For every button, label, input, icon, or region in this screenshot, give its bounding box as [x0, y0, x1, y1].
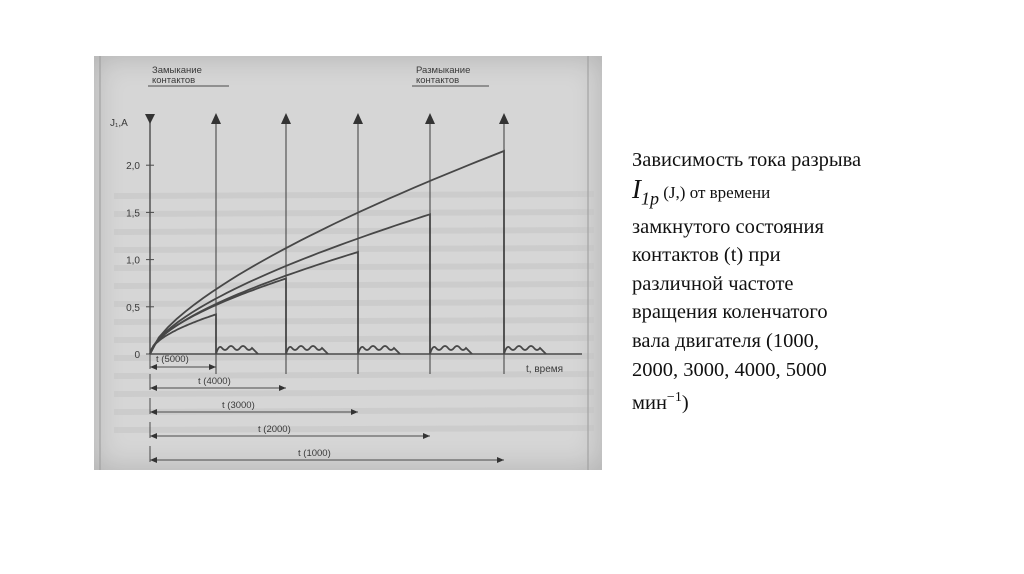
scan-texture-line: [114, 248, 594, 250]
caption-line-2: [632, 175, 892, 213]
x-axis-label: t, время: [526, 364, 564, 375]
scan-texture-line: [114, 230, 594, 232]
duration-arrow: [497, 457, 504, 463]
scan-texture-line: [114, 338, 594, 340]
ignition-arrowhead: [353, 113, 363, 124]
current-symbol: $I_{1p}$: [632, 173, 659, 208]
duration-label: t (4000): [198, 376, 231, 387]
y-axis-arrow: [145, 114, 155, 124]
duration-arrow: [150, 433, 157, 439]
duration-arrow: [209, 364, 216, 370]
scan-texture-line: [114, 302, 594, 304]
figure-svg: [94, 56, 602, 470]
caption-line-9: мин$^{-1}$): [632, 390, 689, 414]
label-contact-open: контактов: [416, 75, 460, 86]
y-tick-label: 1,0: [126, 255, 140, 267]
scan-texture-line: [114, 428, 594, 430]
label-contact-open: Размыкание: [416, 65, 471, 76]
caption-line-7: вала двигателя (1000,: [632, 329, 819, 352]
y-tick-label: 1,5: [126, 208, 140, 220]
caption-line-1: Зависимость тока разрыва: [632, 149, 862, 171]
duration-arrow: [423, 433, 430, 439]
caption-line-8: 2000, 3000, 4000, 5000: [632, 358, 827, 381]
current-vs-time-figure: [94, 56, 602, 470]
ignition-arrowhead: [281, 113, 291, 124]
y-tick-label: 2,0: [126, 161, 140, 173]
caption-line-6: вращения коленчатого: [632, 301, 828, 324]
label-contact-close: контактов: [152, 75, 196, 86]
y-tick-label: 0: [134, 350, 140, 361]
scan-texture-line: [114, 374, 594, 376]
caption-line-3: замкнутого состояния: [632, 215, 824, 238]
duration-label: t (3000): [222, 400, 255, 411]
label-contact-close: Замыкание: [152, 65, 202, 76]
y-tick-label: 0,5: [126, 302, 140, 314]
caption-line-4: контактов (t) при: [632, 244, 781, 267]
duration-label: t (5000): [156, 354, 189, 365]
ignition-arrowhead: [499, 113, 509, 124]
scan-texture-line: [114, 194, 594, 196]
ignition-arrowhead: [425, 113, 435, 124]
caption-line-5: различной частоте: [632, 272, 794, 295]
duration-label: t (2000): [258, 424, 291, 435]
duration-arrow: [150, 385, 157, 391]
duration-arrow: [150, 457, 157, 463]
caption: [632, 146, 892, 418]
duration-arrow: [279, 385, 286, 391]
ignition-arrowhead: [211, 113, 221, 124]
scan-texture-line: [114, 392, 594, 394]
scan-texture-line: [114, 284, 594, 286]
scan-texture-line: [114, 266, 594, 268]
caption-after-symbol: (J,) от времени: [659, 182, 771, 202]
y-axis-label: J₁,A: [110, 118, 128, 129]
duration-label: t (1000): [298, 448, 331, 459]
